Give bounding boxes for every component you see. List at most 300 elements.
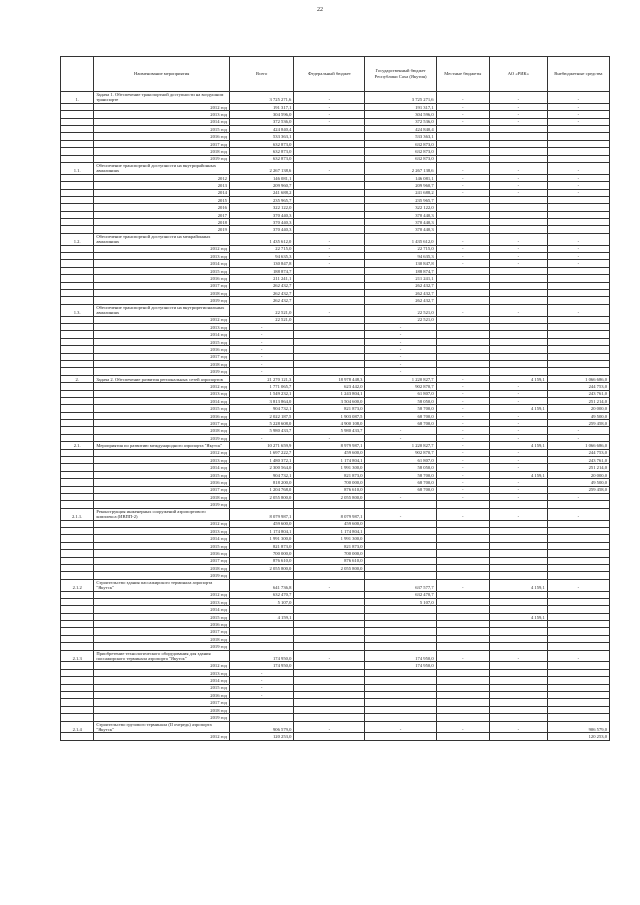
row-total: 370 440,3 [229,226,293,233]
row-federal: 4 900 108,0 [294,420,365,427]
row-local [436,520,489,527]
row-state: 61 807,0 [365,457,436,464]
row-local: - [436,405,489,412]
row-federal [294,628,365,635]
row-federal [294,643,365,650]
row-name: Обеспечение транспортной доступности на внутрирайонных авиалиниях [94,162,230,174]
row-local [436,290,489,297]
row-extrabudgetary: - [547,92,609,104]
row-name: 2015 год [94,338,230,345]
row-federal [294,275,365,282]
row-number [61,182,94,189]
row-state: 632 873,0 [365,140,436,147]
row-number [61,699,94,706]
table-row [61,677,610,684]
row-federal: - [294,721,365,733]
row-total: 2 267 138,6 [229,162,293,174]
row-rik: - [489,397,547,404]
row-total: 821 873,0 [229,542,293,549]
table-row [61,606,610,613]
row-number [61,316,94,323]
table-row [61,692,610,699]
row-state [365,733,436,740]
row-name: 2012 год [94,103,230,110]
table-row [61,245,610,252]
row-name: 2013 год [94,111,230,118]
row-local: - [436,375,489,382]
table-row [61,486,610,493]
row-federal [294,360,365,367]
row-state: 262 432,7 [365,297,436,304]
header-activity-name: Наименование мероприятия [94,57,230,92]
row-local [436,133,489,140]
row-state: - [365,324,436,331]
row-rik [489,275,547,282]
table-row [61,118,610,125]
row-state: 370 440,3 [365,219,436,226]
row-extrabudgetary: - [547,427,609,434]
row-name: 2015 [94,196,230,203]
row-extrabudgetary [547,226,609,233]
row-total: 94 635,3 [229,253,293,260]
row-rik [489,501,547,508]
row-total: - [229,692,293,699]
row-name: 2017 [94,211,230,218]
row-rik [489,733,547,740]
row-name: 2016 год [94,692,230,699]
row-total: 1 174 804,1 [229,527,293,534]
row-rik: - [489,189,547,196]
row-total [229,621,293,628]
row-local: - [436,253,489,260]
row-state: - [365,353,436,360]
table-row [61,613,610,620]
row-rik [489,520,547,527]
row-extrabudgetary [547,148,609,155]
row-federal [294,297,365,304]
row-number [61,733,94,740]
row-local [436,148,489,155]
row-rik [489,669,547,676]
row-name: 2015 год [94,405,230,412]
row-rik: - [489,103,547,110]
row-total: - [229,368,293,375]
row-federal [294,621,365,628]
row-state: 2 267 138,6 [365,162,436,174]
row-number [61,677,94,684]
row-state: 322 122,0 [365,204,436,211]
row-federal: 821 873,0 [294,405,365,412]
row-name: Приобретение технологического оборудования для здания пассажирского терминала аэропорта "Якутск" [94,650,230,662]
row-local [436,542,489,549]
row-name: 2018 год [94,635,230,642]
row-number [61,464,94,471]
row-number [61,535,94,542]
table-row [61,383,610,390]
row-number [61,118,94,125]
row-rik: - [489,508,547,520]
row-local [436,527,489,534]
row-extrabudgetary: 244 753,0 [547,449,609,456]
row-total: 906 579,0 [229,721,293,733]
row-number [61,564,94,571]
row-extrabudgetary [547,338,609,345]
row-number [61,420,94,427]
row-extrabudgetary [547,606,609,613]
row-federal: 700 000,0 [294,479,365,486]
row-state: 637 577,7 [365,579,436,591]
table-row [61,189,610,196]
row-rik: - [489,434,547,441]
row-name: 2013 год [94,390,230,397]
row-extrabudgetary: 243 761,0 [547,390,609,397]
row-total: - [229,338,293,345]
row-state: 902 870,7 [365,449,436,456]
table-row [61,449,610,456]
row-local: - [436,397,489,404]
row-local [436,669,489,676]
row-name: 2017 год [94,486,230,493]
row-state: - [365,331,436,338]
table-row [61,412,610,419]
row-federal [294,148,365,155]
row-extrabudgetary: 251 214,0 [547,464,609,471]
row-local [436,140,489,147]
table-row [61,434,610,441]
row-local [436,628,489,635]
row-name: 2017 год [94,420,230,427]
row-state [365,684,436,691]
row-federal [294,714,365,721]
table-row-task [61,650,610,662]
row-extrabudgetary [547,324,609,331]
table-row [61,621,610,628]
row-federal: 821 873,0 [294,542,365,549]
row-total: 424 840,4 [229,125,293,132]
row-total: 372 536,0 [229,118,293,125]
row-federal: 623 442,0 [294,383,365,390]
row-rik: 4 159,1 [489,375,547,382]
row-name: 2018 год [94,290,230,297]
table-row [61,572,610,579]
row-federal: 2 055 800,0 [294,564,365,571]
row-extrabudgetary: 1 066 686,0 [547,375,609,382]
row-rik [489,204,547,211]
row-extrabudgetary: 906 579,0 [547,721,609,733]
table-row-task [61,508,610,520]
row-number [61,405,94,412]
table-row [61,297,610,304]
row-federal [294,331,365,338]
row-local [436,226,489,233]
row-total: 370 440,3 [229,211,293,218]
row-federal: 876 610,0 [294,557,365,564]
table-row [61,111,610,118]
row-name: 2017 год [94,140,230,147]
row-extrabudgetary: 120 253,0 [547,733,609,740]
row-local [436,662,489,669]
row-federal: - [294,162,365,174]
row-number: 1.1. [61,162,94,174]
row-federal [294,140,365,147]
row-federal [294,692,365,699]
table-row [61,253,610,260]
row-total: 904 732,1 [229,405,293,412]
row-name: 2013 год [94,598,230,605]
row-rik [489,282,547,289]
page-number: 22 [317,7,323,13]
table-row [61,628,610,635]
row-extrabudgetary [547,613,609,620]
row-local [436,557,489,564]
row-federal: - [294,260,365,267]
row-name: 2018 год [94,148,230,155]
table-row [61,182,610,189]
row-number [61,346,94,353]
row-federal [294,591,365,598]
row-state: 424 840,4 [365,125,436,132]
row-name: 2014 год [94,331,230,338]
row-rik [489,684,547,691]
row-number: 1.2. [61,233,94,245]
row-federal: 459 600,0 [294,449,365,456]
row-total: 1 480 372,1 [229,457,293,464]
row-name: 2016 [94,204,230,211]
row-federal [294,346,365,353]
row-rik: - [489,479,547,486]
row-local [436,368,489,375]
row-local: - [436,304,489,316]
row-extrabudgetary [547,219,609,226]
row-number [61,714,94,721]
funding-table [60,56,610,741]
row-extrabudgetary: 49 500,0 [547,479,609,486]
row-extrabudgetary: 20 000,0 [547,405,609,412]
row-total [229,706,293,713]
row-extrabudgetary [547,557,609,564]
row-rik: - [489,383,547,390]
row-federal: 5 980 433,7 [294,427,365,434]
row-number [61,383,94,390]
row-extrabudgetary [547,591,609,598]
row-extrabudgetary: - [547,174,609,181]
row-state: - [365,427,436,434]
row-federal: 700 000,0 [294,550,365,557]
row-local: - [436,245,489,252]
row-state [365,572,436,579]
row-federal [294,501,365,508]
row-state [365,557,436,564]
table-row-task [61,233,610,245]
row-rik: - [489,245,547,252]
row-extrabudgetary: - [547,182,609,189]
row-state: 61 807,0 [365,390,436,397]
row-total: 191 317,1 [229,103,293,110]
row-total: - [229,331,293,338]
row-extrabudgetary: - [547,111,609,118]
header-extrabudgetary: Внебюджетные средства [547,57,609,92]
row-extrabudgetary [547,692,609,699]
row-state: 1 220 827,7 [365,442,436,449]
row-extrabudgetary [547,684,609,691]
row-number [61,297,94,304]
row-name: 2013 год [94,324,230,331]
row-local: - [436,92,489,104]
row-rik [489,564,547,571]
row-state: - [365,368,436,375]
row-name: 2016 год [94,550,230,557]
row-name: 2014 год [94,260,230,267]
row-local [436,613,489,620]
row-local [436,598,489,605]
row-total: 2 055 800,0 [229,494,293,501]
row-extrabudgetary: - [547,434,609,441]
row-number [61,635,94,642]
row-name: 2014 [94,189,230,196]
row-federal: - [294,111,365,118]
row-total: 174 950,0 [229,650,293,662]
row-extrabudgetary [547,346,609,353]
row-federal: 1 991 300,0 [294,464,365,471]
row-local: - [436,508,489,520]
header-total: Всего [229,57,293,92]
row-number [61,527,94,534]
row-total: - [229,353,293,360]
row-state: - [365,721,436,733]
row-state [365,692,436,699]
table-body [61,92,610,741]
row-federal [294,598,365,605]
row-federal [294,368,365,375]
row-rik: 4 159,1 [489,471,547,478]
row-name: 2015 год [94,542,230,549]
row-local: - [436,442,489,449]
row-total: 533 363,1 [229,133,293,140]
row-total [229,501,293,508]
row-name: 2019 год [94,501,230,508]
row-extrabudgetary [547,282,609,289]
table-row [61,520,610,527]
row-number [61,479,94,486]
row-extrabudgetary [547,275,609,282]
row-rik [489,331,547,338]
row-federal [294,204,365,211]
row-number [61,471,94,478]
header-number [61,57,94,92]
row-rik: - [489,449,547,456]
row-name: 2016 год [94,133,230,140]
row-state [365,643,436,650]
row-name: 2017 год [94,557,230,564]
row-state: 370 440,3 [365,226,436,233]
row-state [365,564,436,571]
row-number [61,140,94,147]
row-number [61,324,94,331]
row-federal [294,572,365,579]
row-state: 262 432,7 [365,290,436,297]
row-federal: - [294,103,365,110]
row-name: 2012 [94,174,230,181]
row-name: 2014 год [94,677,230,684]
table-row [61,662,610,669]
row-state: 174 950,0 [365,662,436,669]
row-local [436,297,489,304]
row-extrabudgetary: - [547,260,609,267]
row-rik [489,226,547,233]
row-name: 2014 год [94,118,230,125]
row-federal: 1 991 300,0 [294,535,365,542]
table-row [61,684,610,691]
row-name: Обеспечение транспортной доступности на межрайонных авиалиниях [94,233,230,245]
row-total: 235 965,7 [229,196,293,203]
table-row [61,479,610,486]
row-local: - [436,390,489,397]
header-state-budget: Государственный бюджет Республики Саха (Якутия) [365,57,436,92]
row-name: 2013 год [94,527,230,534]
row-total: 211 241,1 [229,275,293,282]
row-total: - [229,346,293,353]
row-state: 632 873,0 [365,155,436,162]
row-number [61,226,94,233]
row-state [365,677,436,684]
row-number [61,412,94,419]
row-federal: 821 873,0 [294,471,365,478]
table-row [61,316,610,323]
row-name: 2019 год [94,434,230,441]
row-rik: - [489,457,547,464]
row-state: 3 725 271,6 [365,92,436,104]
row-local [436,316,489,323]
row-name: 2019 год [94,297,230,304]
row-number [61,486,94,493]
row-number [61,148,94,155]
row-total: 632 873,0 [229,140,293,147]
row-extrabudgetary [547,628,609,635]
row-federal: - [294,579,365,591]
row-name: 2018 [94,219,230,226]
table-row [61,527,610,534]
row-number [61,542,94,549]
row-total: 322 122,0 [229,204,293,211]
row-total: 262 432,7 [229,297,293,304]
table-row [61,564,610,571]
row-number [61,360,94,367]
row-rik: - [489,233,547,245]
table-row [61,471,610,478]
row-total [229,572,293,579]
row-number [61,557,94,564]
row-total [229,643,293,650]
row-state: 191 317,1 [365,103,436,110]
row-state [365,550,436,557]
row-state: 235 965,7 [365,196,436,203]
row-total [229,699,293,706]
row-rik: 4 159,1 [489,613,547,620]
row-local: - [436,162,489,174]
row-number [61,174,94,181]
row-state [365,699,436,706]
row-extrabudgetary: - [547,189,609,196]
row-rik [489,338,547,345]
row-local: - [436,182,489,189]
row-number [61,103,94,110]
table-row [61,542,610,549]
row-rik: - [489,494,547,501]
row-federal [294,282,365,289]
row-total: - [229,360,293,367]
row-local: - [436,233,489,245]
table-row [61,464,610,471]
